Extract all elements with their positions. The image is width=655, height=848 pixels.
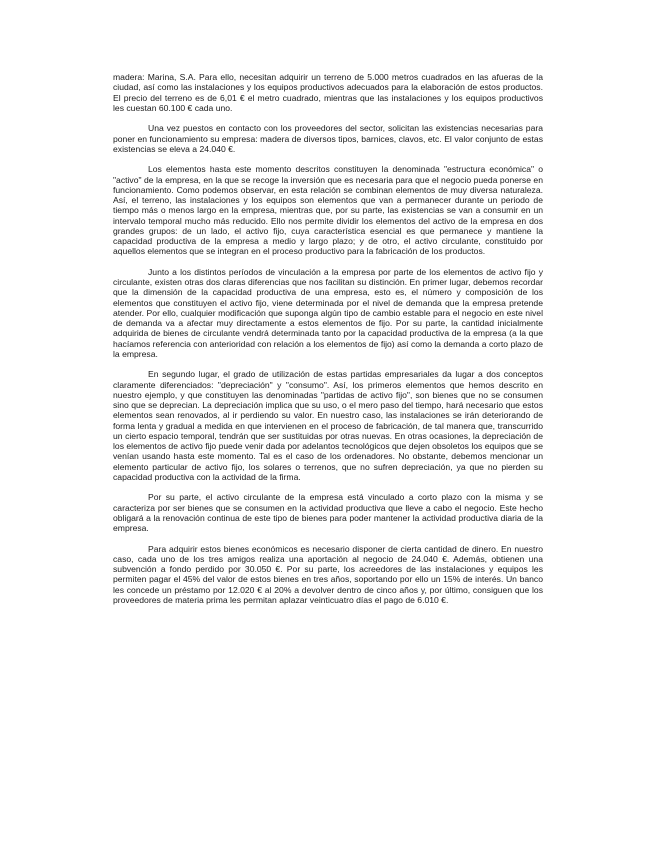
paragraph-5: En segundo lugar, el grado de utilización de estas partidas empresariales da lugar a dos conceptos claramente diferenciados: "depreciación" y "consumo". Así, los primeros elementos que hemos descrito en nuestro ejemplo, y que constituyen las denominadas "partidas de activo fijo", son bienes que no se consumen sino que se deprecian. La depreciación implica que su uso, o el mero paso del tiempo, hará necesario que estos elementos sean renovados, al ir perdiendo su valor. En nuestro caso, las instalaciones se irán deteriorando de forma lenta y gradual a medida en que intervienen en el proceso de fabricación, de tal manera que, transcurrido un cierto espacio temporal, tendrán que ser sustituidas por otras nuevas. En otras ocasiones, la depreciación de los elementos de activo fijo puede venir dada por adelantos tecnológicos que dejen obsoletos los equipos que se venían usando hasta este momento. Tal es el caso de los ordenadores. No obstante, debemos mencionar un elemento particular de activo fijo, los solares o terrenos, que no sufren depreciación, ya que no pierden su capacidad productiva con la actividad de la firma. [113, 369, 543, 482]
paragraph-7: Para adquirir estos bienes económicos es necesario disponer de cierta cantidad de dinero. En nuestro caso, cada uno de los tres amigos realiza una aportación al negocio de 24.040 €. Además, obtienen una subvención a fondo perdido por 30.050 €. Por su parte, los acreedores de las instalaciones y equipos les permiten pagar el 45% del valor de estos bienes en tres años, soportando por ello un 15% de interés. Un banco les concede un préstamo por 12.020 € al 20% a devolver dentro de cinco años y, por último, consiguen que los proveedores de materia prima les permitan aplazar veinticuatro días el pago de 6.010 €. [113, 543, 543, 605]
paragraph-1: madera: Marina, S.A. Para ello, necesitan adquirir un terreno de 5.000 metros cuadrados en las afueras de la ciudad, así como las instalaciones y los equipos productivos adecuados para la elaboración de estos productos. El precio del terreno es de 6,01 € el metro cuadrado, mientras que las instalaciones y los equipos productivos les cuestan 60.100 € cada uno. [113, 72, 543, 113]
document-page [113, 72, 543, 615]
paragraph-6: Por su parte, el activo circulante de la empresa está vinculado a corto plazo con la misma y se caracteriza por ser bienes que se consumen en la actividad productiva que lleve a cabo el negocio. Este hecho obligará a la renovación continua de este tipo de bienes para poder mantener la actividad productiva diaria de la empresa. [113, 492, 543, 533]
paragraph-2: Una vez puestos en contacto con los proveedores del sector, solicitan las existencias necesarias para poner en funcionamiento su empresa: madera de diversos tipos, barnices, clavos, etc. El valor conjunto de estas existencias se eleva a 24.040 €. [113, 123, 543, 154]
paragraph-3: Los elementos hasta este momento descritos constituyen la denominada "estructura económica" o "activo" de la empresa, en la que se recoge la inversión que es necesaria para que el negocio pueda ponerse en funcionamiento. Como podemos observar, en esta relación se combinan elementos de muy diversa naturaleza. Así, el terreno, las instalaciones y los equipos son elementos que van a permanecer durante un periodo de tiempo más o menos largo en la empresa, mientras que, por su parte, las existencias se van a consumir en un intervalo temporal mucho más reducido. Ello nos permite dividir los elementos del activo de la empresa en dos grandes grupos: de un lado, el activo fijo, cuya característica esencial es que permanece y mantiene la capacidad productiva de la empresa a medio y largo plazo; y de otro, el activo circulante, constituido por aquellos elementos que se integran en el proceso productivo para la fabricación de los productos. [113, 164, 543, 257]
paragraph-4: Junto a los distintos períodos de vinculación a la empresa por parte de los elementos de activo fijo y circulante, existen otras dos claras diferencias que nos facilitan su distinción. En primer lugar, debemos recordar que la dimensión de la capacidad productiva de una empresa, esto es, el número y composición de los elementos que constituyen el activo fijo, viene determinada por el nivel de demanda que la empresa pretende atender. Por ello, cualquier modificación que suponga algún tipo de cambio estable para el negocio en este nivel de demanda va a afectar muy directamente a estos elementos de fijo. Por su parte, la cantidad inicialmente adquirida de bienes de circulante vendrá determinada tanto por la capacidad productiva de la empresa (a la que hacíamos referencia con anterioridad con relación a los elementos de fijo) así como la demanda a corto plazo de la empresa. [113, 266, 543, 359]
